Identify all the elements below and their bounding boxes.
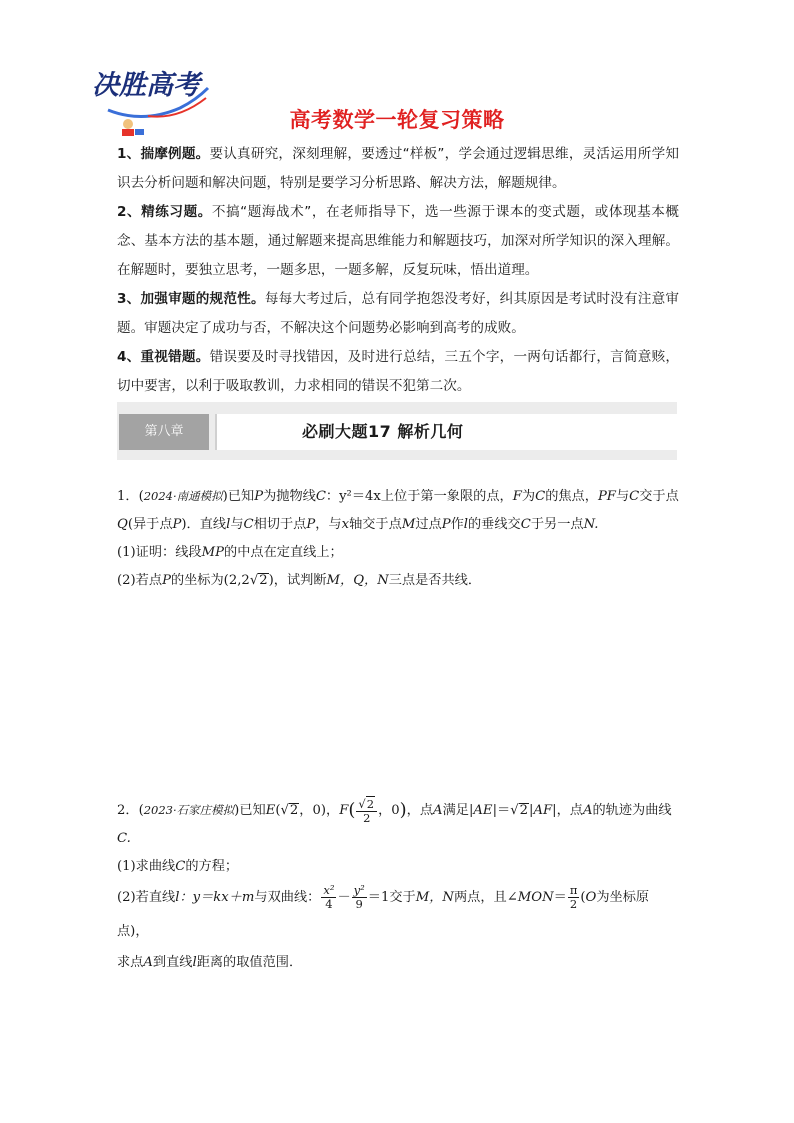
question-1-stem: 1．(2024·南通模拟)已知P为抛物线C：y²＝4x上位于第一象限的点，F为C的焦点，PF与C交于点Q(异于点P)．直线l与C相切于点P，与x轴交于点M过点P作l的垂线交C于另一点N. bbox=[117, 489, 679, 532]
question-2 bbox=[117, 796, 679, 977]
question-2-part-1: (1)求曲线C的方程； bbox=[117, 859, 239, 874]
chapter-title: 必刷大题17 解析几何 bbox=[302, 422, 464, 441]
strategy-section bbox=[117, 140, 679, 401]
fraction: $\frac{√2}{2}$ bbox=[356, 796, 377, 825]
question-1 bbox=[117, 482, 679, 595]
strategy-body: 每每大考过后，总有同学抱怨没考好，纠其原因是考试时没有注意审题。审题决定了成功与否，不解决这个问题势必影响到高考的成败。 bbox=[117, 291, 679, 336]
strategy-head: 1、揣摩例题。 bbox=[117, 146, 210, 162]
logo-text: 决胜高考 bbox=[92, 70, 200, 101]
strategy-body: 不搞“题海战术”，在老师指导下，选一些源于课本的变式题，或体现基本概念、基本方法的基本题，通过解题来提高思维能力和解题技巧，加深对所学知识的深入理解。在解题时，要独立思考，一题多思，一题多解，反复玩味，悟出道理。 bbox=[117, 204, 679, 278]
question-1-part-1: (1)证明：线段MP的中点在定直线上； bbox=[117, 545, 343, 560]
chapter-tag: 第八章 bbox=[119, 414, 209, 450]
strategy-item bbox=[117, 285, 679, 343]
strategy-body: 错误要及时寻找错因，及时进行总结，三五个字，一两句话都行，言简意赅，切中要害，以利于吸取教训，力求相同的错误不犯第二次。 bbox=[117, 349, 679, 394]
strategy-item bbox=[117, 140, 679, 198]
fraction: $\frac{\text{y²}}{9}$ bbox=[353, 883, 365, 911]
strategy-body: 要认真研究，深刻理解，要透过“样板”，学会通过逻辑思维，灵活运用所学知识去分析问题和解决问题，特别是要学习分析思路、解决方法，解题规律。 bbox=[117, 146, 679, 191]
strategy-head: 4、重视错题。 bbox=[117, 349, 210, 365]
question-1-part-2: (2)若点P的坐标为(2,2√2)，试判断M，Q，N三点是否共线． bbox=[117, 573, 482, 588]
strategy-item bbox=[117, 343, 679, 401]
question-2-stem: 2．(2023·石家庄模拟)已知E(√2，0)，F( $\frac{√2}{2}$ ，0)，点A满足|AE|＝√2|AF|，点A的轨迹为曲线C. bbox=[117, 797, 672, 846]
question-2-part-2: (2)若直线l：y＝kx＋m与双曲线： $\frac{\text{x²}}{4}$ － $\frac{\text{y²}}{9}$ ＝1交于M，N两点，且∠MON＝ $\frac{\pi}{2}$ (O为坐标原点)， bbox=[117, 883, 650, 939]
question-2-part-2-cont: 求点A到直线l距离的取值范围． bbox=[117, 955, 303, 970]
fraction: $\frac{\pi}{2}$ bbox=[569, 883, 578, 911]
strategy-item bbox=[117, 198, 679, 285]
strategy-head: 3、加强审题的规范性。 bbox=[117, 291, 265, 307]
chapter-banner bbox=[117, 402, 677, 460]
fraction: $\frac{\text{x²}}{4}$ bbox=[323, 883, 335, 911]
strategy-head: 2、精练习题。 bbox=[117, 204, 212, 220]
page-title: 高考数学一轮复习策略 bbox=[289, 108, 505, 132]
